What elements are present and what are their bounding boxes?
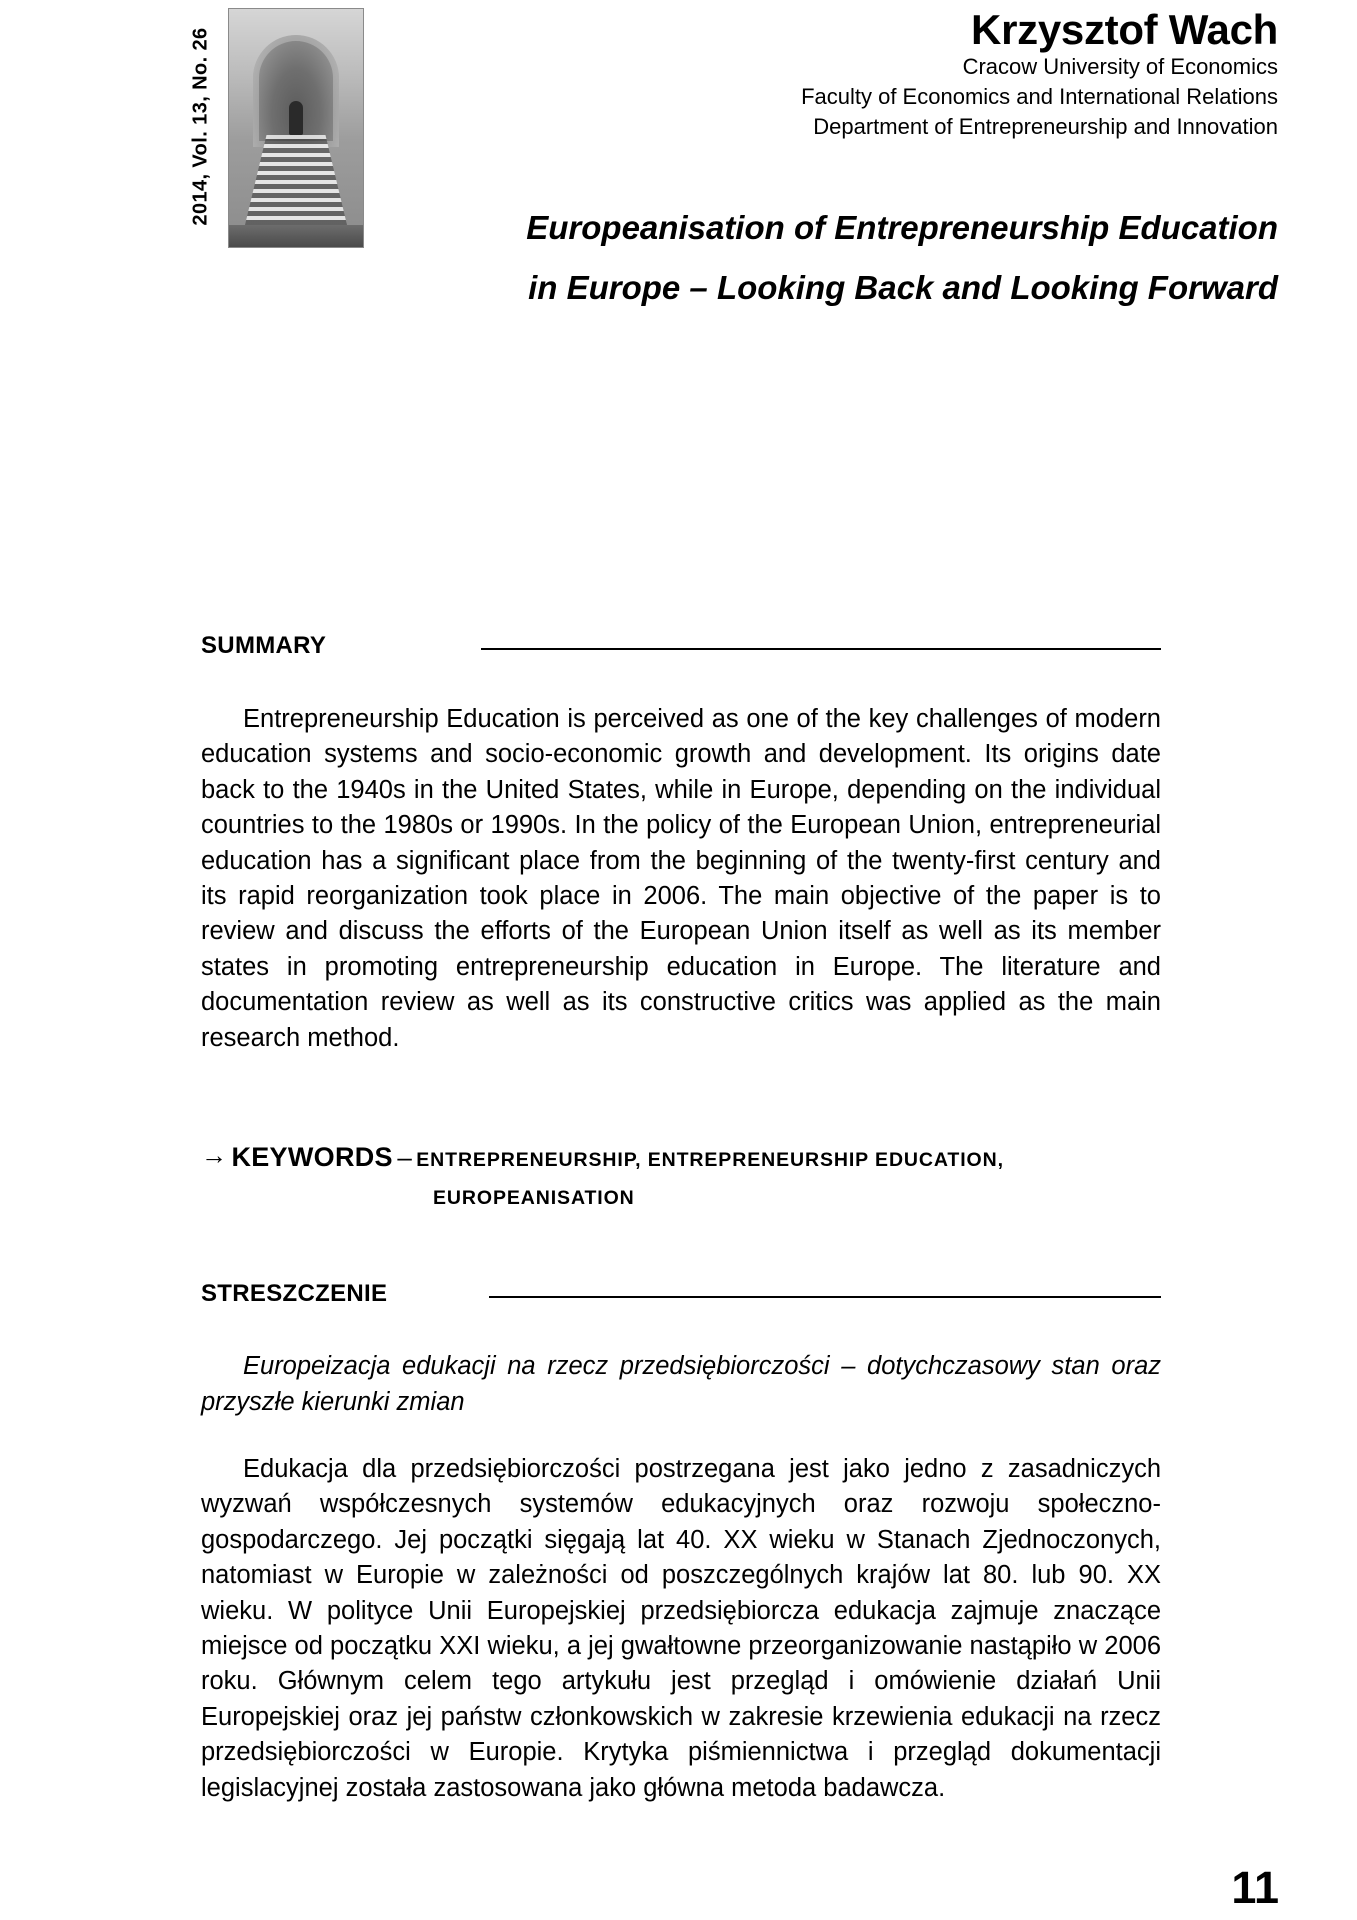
streszczenie-heading [201,1280,1161,1312]
page-number: 11 [1231,1862,1279,1913]
affiliation-faculty: Faculty of Economics and International Relations [801,84,1278,109]
affiliation-department: Department of Entrepreneurship and Innovation [813,114,1278,139]
streszczenie-heading-label: STRESZCZENIE [201,1280,388,1307]
streszczenie-paragraph: Edukacja dla przedsiębiorczości postrzegana jest jako jedno z zasadniczych wyzwań współczesnych systemów edukacyjnych oraz rozwoju społeczno-gospodarczego. Jej początki sięgają lat 40. XX wieku w Stanach Zjednoczonych, natomiast w Europie w zależności od poszczególnych krajów lat 80. lub 90. XX wieku. W polityce Unii Europejskiej przedsiębiorcza edukacja zajmuje znaczące miejsce od początku XXI wieku, a jej gwałtowne przeorganizowanie nastąpiło w 2006 roku. Głównym celem tego artykułu jest przegląd i omówienie działań Unii Europejskiej oraz jej państw członkowskich w zakresie krzewienia edukacji na rzecz przedsiębiorczości w Europie. Krytyka piśmiennictwa i przegląd dokumentacji legislacyjnej została zastosowana jako główna metoda badawcza. [201,1455,1161,1802]
keywords-label: KEYWORDS [231,1142,393,1172]
keywords-line-1: ENTREPRENEURSHIP, ENTREPRENEURSHIP EDUCATION, [416,1149,1004,1171]
keywords-line-2: EUROPEANISATION [433,1187,635,1209]
cover-figure-shape [289,101,303,135]
article-header [0,0,1357,306]
polish-article-title: Europeizacja edukacji na rzecz przedsiębiorczości – dotychczasowy stan oraz przyszłe kierunki zmian [201,1352,1161,1416]
cover-floor-shape [229,225,363,247]
journal-cover-thumbnail-image [228,8,364,248]
issue-info-text: 2014, Vol. 13, No. 26 [189,27,212,226]
summary-heading-label: SUMMARY [201,632,327,659]
issue-info [183,15,219,245]
article-title: Europeanisation of Entrepreneurship Education in Europe – Looking Back and Looking Forward [526,209,1278,306]
summary-paragraph: Entrepreneurship Education is perceived as one of the key challenges of modern education systems and socio-economic growth and development. Its origins date back to the 1940s in the United States, while in Europe, depending on the individual countries to the 1980s or 1990s. In the policy of the European Union, entrepreneurial education has a significant place from the beginning of the twenty-first century and its rapid reorganization took place in 2006. The main objective of the paper is to review and discuss the efforts of the European Union itself as well as its member states in promoting entrepreneurship education in Europe. The literature and documentation review as well as its constructive critics was applied as the main research method. [201,705,1161,1052]
streszczenie-heading-rule [489,1296,1161,1298]
author-name: Krzysztof Wach [971,6,1278,53]
keywords-block [201,1140,1161,1210]
keywords-dash: – [397,1142,412,1172]
arrow-right-icon: → [201,1140,227,1170]
summary-heading [201,632,1161,664]
summary-heading-rule [481,648,1161,650]
affiliation-university: Cracow University of Economics [962,54,1278,79]
